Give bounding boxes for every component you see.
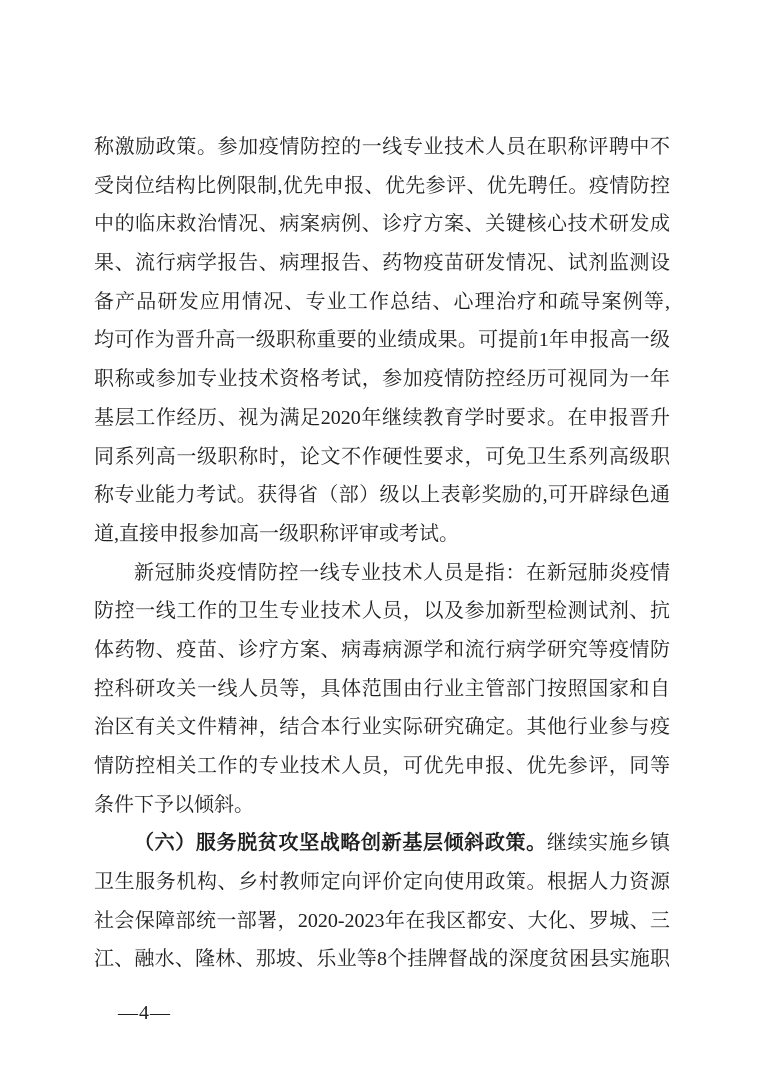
text-line: 基层工作经历、视为满足2020年继续教育学时要求。在申报晋升 bbox=[94, 406, 670, 429]
text-line: 同系列高一级职称时，论文不作硬性要求，可免卫生系列高级职 bbox=[94, 445, 670, 468]
text-line: 控科研攻关一线人员等，具体范围由行业主管部门按照国家和自 bbox=[94, 677, 670, 700]
text-line: 情防控相关工作的专业技术人员，可优先申报、优先参评，同等 bbox=[94, 755, 670, 777]
text-line: 称激励政策。参加疫情防控的一线专业技术人员在职称评聘中不 bbox=[94, 136, 670, 158]
text-line: 社会保障部统一部署，2020-2023年在我区都安、大化、罗城、三 bbox=[94, 909, 670, 932]
text-line: 果、流行病学报告、病理报告、药物疫苗研发情况、试剂监测设 bbox=[94, 252, 670, 275]
text-line: 中的临床救治情况、病案病例、诊疗方案、关键核心技术研发成 bbox=[94, 213, 670, 236]
text-line: 体药物、疫苗、诊疗方案、病毒病源学和流行病学研究等疫情防 bbox=[94, 638, 670, 661]
section-heading: （六）服务脱贫攻坚战略创新基层倾斜政策。 bbox=[134, 832, 547, 855]
text-line: 称专业能力考试。获得省（部）级以上表彰奖励的,可开辟绿色通 bbox=[94, 484, 670, 507]
text-line: 备产品研发应用情况、专业工作总结、心理治疗和疏导案例等, bbox=[94, 290, 670, 313]
text-line: 受岗位结构比例限制,优先申报、优先参评、优先聘任。疫情防控 bbox=[94, 174, 670, 197]
text-line: 治区有关文件精神，结合本行业实际研究确定。其他行业参与疫 bbox=[94, 716, 670, 739]
page-number: —4— bbox=[118, 1002, 171, 1024]
section-heading-tail: 继续实施乡镇 bbox=[546, 832, 670, 855]
text-line bbox=[94, 824, 670, 863]
text-line: 道,直接申报参加高一级职称评审或考试。 bbox=[94, 522, 459, 545]
text-line: 职称或参加专业技术资格考试，参加疫情防控经历可视同为一年 bbox=[94, 368, 670, 391]
text-line: 新冠肺炎疫情防控一线专业技术人员是指：在新冠肺炎疫情 bbox=[134, 561, 670, 584]
text-line: 均可作为晋升高一级职称重要的业绩成果。可提前1年申报高一级 bbox=[94, 329, 670, 352]
document-text-block bbox=[94, 128, 670, 979]
text-line: 防控一线工作的卫生专业技术人员，以及参加新型检测试剂、抗 bbox=[94, 600, 670, 623]
paragraph bbox=[94, 128, 670, 554]
text-line: 条件下予以倾斜。 bbox=[94, 793, 254, 816]
paragraph bbox=[94, 554, 670, 825]
paragraph bbox=[94, 824, 670, 979]
text-line: 江、融水、隆林、那坡、乐业等8个挂牌督战的深度贫困县实施职 bbox=[94, 948, 670, 971]
text-line: 卫生服务机构、乡村教师定向评价定向使用政策。根据人力资源 bbox=[94, 871, 670, 894]
